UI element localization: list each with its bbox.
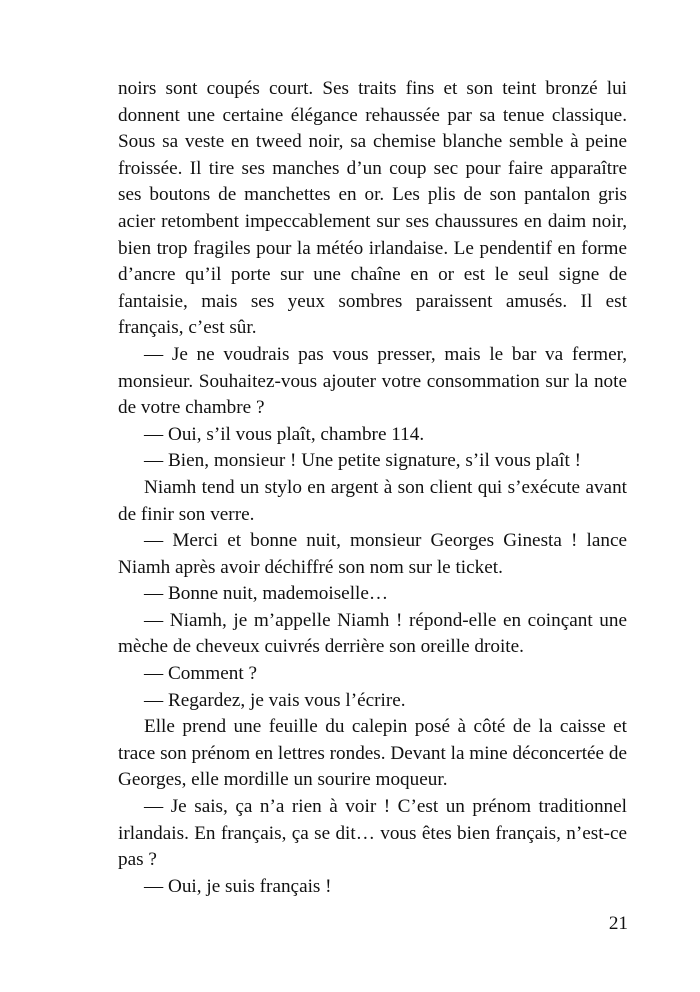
dialogue-line: — Comment ? [144,663,257,685]
dialogue-line: — Niamh, je m’appelle Niamh ! répond-elle en coinçant une mèche de cheveux cuivrés derrière son oreille droite. [118,609,627,658]
dialogue-line: — Oui, je suis français ! [144,875,332,897]
dialogue-line: — Regardez, je vais vous l’écrire. [144,689,406,711]
dialogue-line: — Oui, s’il vous plaît, chambre 114. [144,423,425,445]
dialogue-line: — Bien, monsieur ! Une petite signature, s’il vous plaît ! [144,450,581,472]
dialogue-line: — Je sais, ça n’a rien à voir ! C’est un prénom traditionnel irlandais. En français, ça se dit… vous êtes bien français, n’est-ce pas ? [118,796,627,871]
page-body [118,76,627,900]
dialogue-line: — Merci et bonne nuit, monsieur Georges Ginesta ! lance Niamh après avoir déchiffré son nom sur le ticket. [118,530,627,578]
paragraph-continuation: noirs sont coupés court. Ses traits fins et son teint bronzé lui donnent une certaine élégance rehaussée par sa tenue classique. Sous sa veste en tweed noir, sa chemise blanche semble à peine froissée. Il tire ses manches d’un coup sec pour faire apparaître ses boutons de manchettes en or. Les plis de son pantalon gris acier retombent impeccablement sur ses chaussures en daim noir, bien trop fragiles pour la météo irlandaise. Le pendentif en forme d’ancre qu’il porte sur une chaîne en or est le seul signe de fantaisie, mais ses yeux sombres paraissent amusés. Il est français, c’est sûr. [118,78,627,339]
paragraph: Niamh tend un stylo en argent à son client qui s’exécute avant de finir son verre. [118,476,627,525]
dialogue-line: — Bonne nuit, mademoiselle… [144,583,389,605]
paragraph: Elle prend une feuille du calepin posé à côté de la caisse et trace son prénom en lettres rondes. Devant la mine déconcertée de Georges, elle mordille un sourire moqueur. [118,716,627,791]
page-number: 21 [608,913,628,934]
dialogue-line: — Je ne voudrais pas vous presser, mais le bar va fermer, monsieur. Souhaitez-vous ajouter votre consommation sur la note de votre chambre ? [118,343,627,419]
